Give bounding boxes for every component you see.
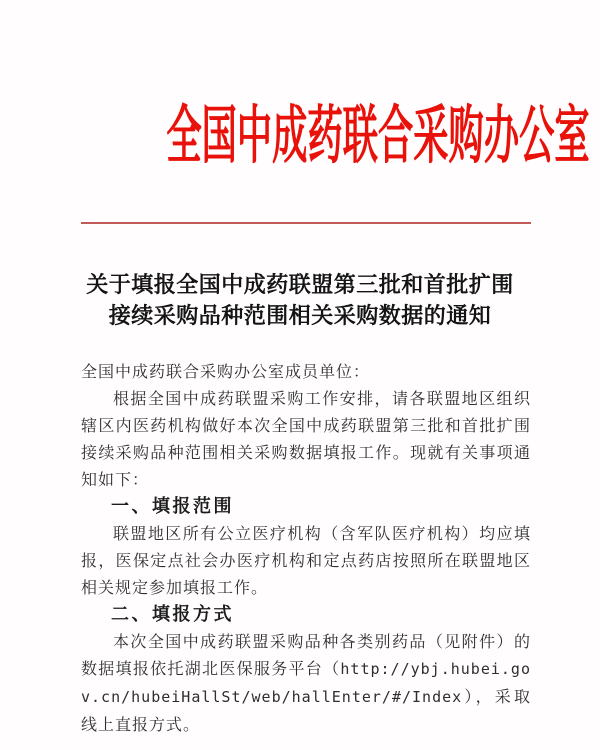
notice-title (40, 270, 560, 332)
notice-title-line1: 关于填报全国中成药联盟第三批和首批扩围 (86, 272, 514, 298)
red-divider-line (81, 222, 531, 224)
notice-title-line2: 接续采购品种范围相关采购数据的通知 (108, 303, 492, 329)
section-2-text-after-url: ），采取线上直报方式。 (81, 687, 531, 734)
letterhead (0, 98, 600, 172)
platform-url-text: http://ybj.hubei.gov.cn/hubeiHallSt/web/hallEnter/#/Index (81, 660, 531, 706)
notice-body (81, 358, 531, 738)
letterhead-office-title: 全国中成药联合采购办公室 (166, 98, 590, 172)
section-2-text-before-url: 本次全国中成药联盟采购品种各类别药品（见附件）的数据填报依托湖北医保服务平台（ (81, 632, 531, 678)
section-1-heading: 一、填报范围 (111, 496, 234, 517)
section-2-paragraph (81, 628, 531, 738)
notice-document-page (0, 98, 600, 750)
section-2-heading: 二、填报方式 (111, 604, 234, 625)
section-1-paragraph: 联盟地区所有公立医疗机构（含军队医疗机构）均应填报，医保定点社会办医疗机构和定点药店按照所在联盟地区相关规定参加填报工作。 (81, 524, 531, 597)
salutation-line: 全国中成药联合采购办公室成员单位： (81, 362, 371, 381)
intro-paragraph: 根据全国中成药联盟采购工作安排，请各联盟地区组织辖区内医药机构做好本次全国中成药联盟第三批和首批扩围接续采购品种范围相关采购数据填报工作。现就有关事项通知如下： (81, 389, 531, 489)
